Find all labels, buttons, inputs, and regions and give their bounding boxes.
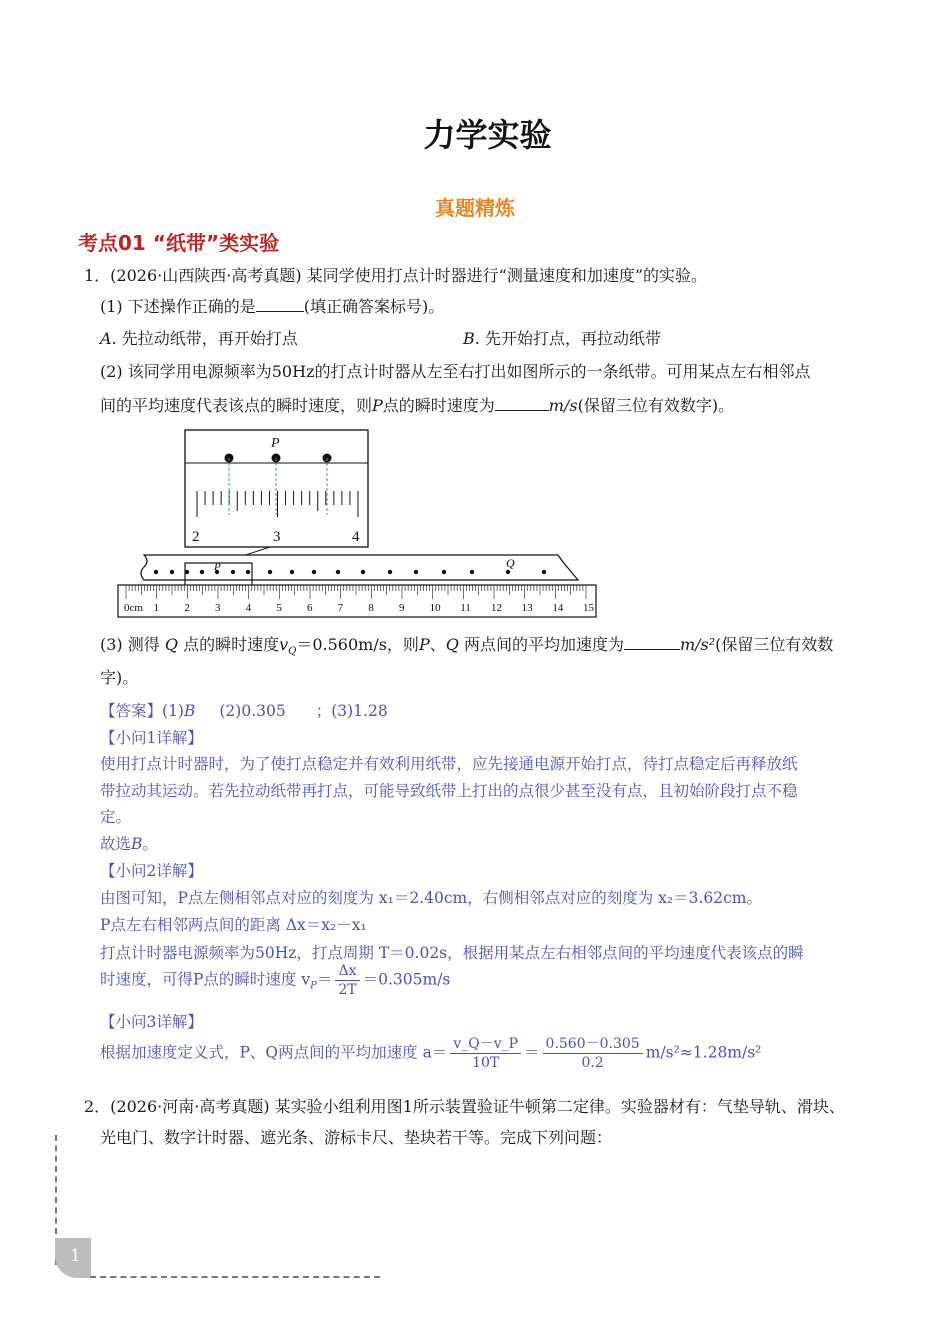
ruler-label: 0cm (124, 602, 143, 614)
text: ＝0.560m/s，则 (296, 635, 419, 654)
tape-point-q: Q (506, 556, 515, 570)
sub1-line: 定。 (100, 808, 132, 826)
ruler-label: 8 (368, 602, 374, 614)
denominator: 2T (338, 982, 357, 998)
tape-dot (246, 570, 250, 574)
sub2-line (100, 962, 450, 999)
numerator: 0.560－0.305 (543, 1035, 643, 1054)
q1-stem: 1．(2026·山西陕西·高考真题) 某同学使用打点计时器进行“测量速度和加速度”的实验。 (84, 266, 708, 285)
q1-part2-line2 (100, 394, 734, 417)
text: m/s²≈1.28m/s² (645, 1043, 762, 1062)
text: 故选 (100, 835, 132, 853)
tape-figure (110, 425, 610, 620)
section-heading: 真题精炼 (435, 196, 515, 220)
tape-point-p: P (214, 561, 221, 573)
sub1-line (100, 832, 158, 854)
q1-part1 (100, 295, 444, 318)
text: 点的瞬时速度 (183, 635, 280, 654)
zoom-tick-label: 2 (192, 529, 200, 545)
answer-text: B (183, 702, 196, 720)
sub3-head: 【小问3详解】 (100, 1013, 203, 1031)
text: ＝0.305m/s (362, 970, 451, 989)
denominator: 0.2 (581, 1055, 604, 1071)
sub1-line: 使用打点计时器时，为了使打点稳定并有效利用纸带，应先接通电源开始打点，待打点稳定后再释放纸 (100, 755, 798, 773)
var-q: Q (445, 635, 459, 654)
sub2-head: 【小问2详解】 (100, 862, 203, 880)
sub3-line (100, 1035, 761, 1072)
ruler-label: 11 (460, 602, 471, 614)
answer-text: (1) (162, 702, 184, 720)
ruler-label: 13 (521, 602, 533, 614)
tape-dot (388, 570, 392, 574)
sub1-head: 【小问1详解】 (100, 729, 203, 747)
var-p: P (418, 635, 430, 654)
numerator: Δx (335, 962, 359, 981)
text: (保留三位有效数 (715, 635, 834, 654)
answer-line (100, 699, 388, 721)
answer-head: 【答案】 (100, 702, 163, 720)
tape-dot (414, 570, 418, 574)
fraction (450, 1035, 521, 1072)
text: B (131, 835, 143, 853)
option-letter: B (463, 329, 475, 348)
sub1-line: 带拉动其运动。若先拉动纸带再打点，可能导致纸带上打出的点很少甚至没有点，且初始阶段打点不稳 (100, 782, 798, 800)
ruler-label: 2 (184, 602, 190, 614)
tape-dot (231, 570, 235, 574)
page-title: 力学实验 (423, 116, 552, 154)
numerator: v_Q－v_P (450, 1035, 521, 1054)
tape-dot (268, 570, 272, 574)
q2-line: 光电门、数字计时器、遮光条、游标卡尺、垫块若干等。完成下列问题： (100, 1128, 613, 1147)
zoom-point-label: P (271, 436, 280, 451)
text: (3) 测得 (100, 635, 160, 654)
text: 根据加速度定义式，P、Q两点间的平均加速度 a＝ (100, 1043, 448, 1062)
subscript: Q (288, 646, 297, 658)
q1-part1-tail: (填正确答案标号)。 (303, 297, 445, 316)
q1-part1-text: (1) 下述操作正确的是 (100, 297, 256, 316)
answer-blank (256, 295, 304, 312)
ruler-label: 7 (337, 602, 344, 614)
denominator: 10T (472, 1055, 500, 1071)
zoom-tick-label: 4 (352, 529, 360, 545)
ruler-label: 3 (215, 602, 221, 614)
tape-dot (542, 570, 546, 574)
text: ＝ (316, 970, 333, 989)
tape-dot (336, 570, 340, 574)
answer-blank (624, 633, 680, 650)
ruler-label: 15 (583, 602, 594, 614)
tape-dot (154, 570, 158, 574)
tape-dot (312, 570, 316, 574)
tape-dot (470, 570, 474, 574)
tape-dot (361, 570, 365, 574)
answer-blank (495, 394, 549, 411)
q1-part2-line1: (2) 该同学用电源频率为50Hz的打点计时器从左至右打出如图所示的一条纸带。可用某点左右相邻点 (100, 362, 811, 381)
footer-dashed-line (90, 1276, 380, 1278)
page-number: 1 (70, 1246, 81, 1266)
answer-text: ；(3)1.28 (315, 702, 388, 720)
q2-line: 2．(2026·河南·高考真题) 某实验小组利用图1所示装置验证牛顿第二定律。实验器材有：气垫导轨、滑块、 (84, 1097, 845, 1116)
tape-dot (442, 570, 446, 574)
text: 。 (142, 835, 158, 853)
text: 点的瞬时速度为 (382, 396, 495, 415)
tape-dot (506, 570, 510, 574)
tape-dot (290, 570, 294, 574)
text: 、 (429, 635, 446, 654)
ruler-label: 10 (429, 602, 441, 614)
fraction (543, 1035, 643, 1072)
var-q: Q (164, 635, 178, 654)
unit: m/s² (679, 635, 716, 654)
q1-option-b (463, 328, 661, 350)
text: ＝ (524, 1043, 540, 1062)
sub2-line: P点左右相邻两点间的距离 Δx＝x₂－x₁ (100, 916, 367, 934)
ruler-label: 14 (552, 602, 564, 614)
sub2-line: 打点计时器电源频率为50Hz，打点周期 T＝0.02s，根据用某点左右相邻点间的平均速度代表该点的瞬 (100, 944, 804, 962)
topic-heading: 考点01 “纸带”类实验 (78, 231, 280, 255)
tape-dot (170, 570, 174, 574)
zoom-tick-label: 3 (273, 529, 281, 545)
text: (保留三位有效数字)。 (577, 396, 735, 415)
ruler-label: 9 (399, 602, 405, 614)
answer-text: (2)0.305 (219, 702, 286, 720)
var-v: v (279, 635, 289, 654)
ruler-label: 5 (276, 602, 282, 614)
var-p: P (372, 396, 383, 415)
option-text: . 先开始打点，再拉动纸带 (474, 329, 661, 348)
text: 时速度，可得P点的瞬时速度 v (100, 970, 311, 989)
ruler-label: 12 (491, 602, 502, 614)
text: 两点间的平均加速度为 (463, 635, 624, 654)
unit: m/s (548, 396, 578, 415)
option-text: . 先拉动纸带，再开始打点 (111, 329, 298, 348)
fraction (335, 962, 359, 999)
sub2-line: 由图可知，P点左侧相邻点对应的刻度为 x₁＝2.40cm，右侧相邻点对应的刻度为 x₂＝3.62cm。 (100, 889, 762, 907)
option-letter: A (100, 329, 112, 348)
ruler-label: 4 (245, 602, 252, 614)
ruler-label: 6 (307, 602, 313, 614)
ruler-label: 1 (153, 602, 160, 614)
q1-part3-line2: 字)。 (100, 668, 139, 687)
text: 间的平均速度代表该点的瞬时速度，则 (100, 396, 373, 415)
q1-option-a (100, 328, 298, 350)
subscript: P (310, 980, 317, 992)
tape-dot (200, 570, 204, 574)
q1-part3 (100, 633, 833, 663)
